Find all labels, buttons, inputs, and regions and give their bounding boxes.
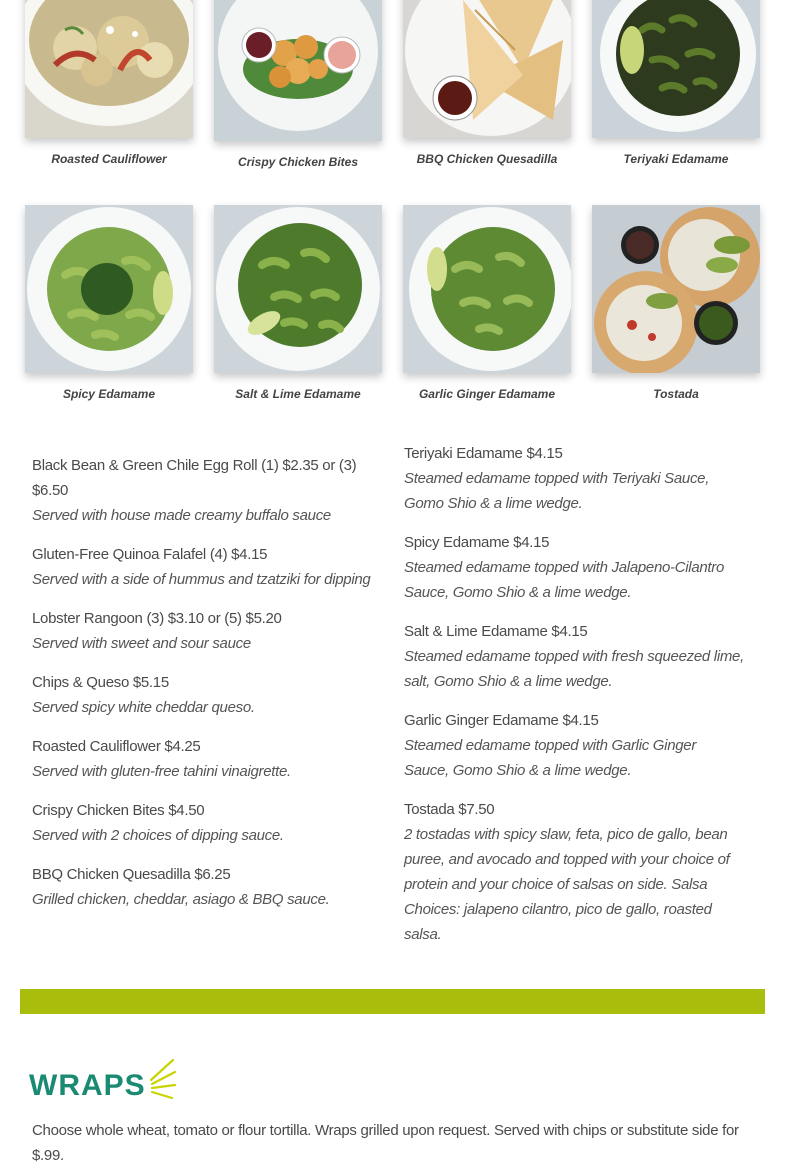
gallery-caption: Teriyaki Edamame xyxy=(623,152,729,166)
menu-item-name: Crispy Chicken Bites $4.50 xyxy=(32,802,205,819)
menu-item-name: Gluten-Free Quinoa Falafel (4) $4.15 xyxy=(32,546,268,563)
menu-column-right xyxy=(404,441,744,961)
gallery-caption: Tostada xyxy=(653,387,699,401)
menu-item xyxy=(404,441,744,516)
menu-item xyxy=(32,798,384,848)
gallery-caption: Garlic Ginger Edamame xyxy=(418,387,556,401)
tostada-photo[interactable] xyxy=(592,205,760,373)
wraps-section-title: WRAPS xyxy=(29,1069,146,1102)
gallery-caption: BBQ Chicken Quesadilla xyxy=(416,152,558,166)
menu-item-name: Salt & Lime Edamame $4.15 xyxy=(404,623,588,640)
section-divider-bar xyxy=(20,989,765,1014)
menu-item xyxy=(32,670,384,720)
menu-item-name: BBQ Chicken Quesadilla $6.25 xyxy=(32,866,231,883)
roasted-cauliflower-photo[interactable] xyxy=(25,0,193,138)
menu-item xyxy=(32,734,384,784)
menu-item-name: Garlic Ginger Edamame $4.15 xyxy=(404,712,599,729)
menu-item-name: Roasted Cauliflower $4.25 xyxy=(32,738,201,755)
menu-item-description: Served with gluten-free tahini vinaigrette. xyxy=(32,763,291,780)
gallery-caption: Spicy Edamame xyxy=(62,387,156,401)
teriyaki-edamame-photo[interactable] xyxy=(592,0,760,138)
menu-item-description: 2 tostadas with spicy slaw, feta, pico de gallo, bean puree, and avocado and topped with your choice of protein and your choice of salsas on side. Salsa Choices: jalapeno cilantro, pico de gallo, roasted salsa. xyxy=(404,826,730,943)
gallery-caption: Roasted Cauliflower xyxy=(51,152,167,166)
menu-item xyxy=(404,708,744,783)
menu-item xyxy=(32,542,384,592)
menu-item-name: Spicy Edamame $4.15 xyxy=(404,534,550,551)
menu-item-description: Served spicy white cheddar queso. xyxy=(32,699,255,716)
menu-item-name: Tostada $7.50 xyxy=(404,801,495,818)
menu-item-name: Teriyaki Edamame $4.15 xyxy=(404,445,563,462)
spicy-edamame-photo[interactable] xyxy=(25,205,193,373)
menu-item xyxy=(32,606,384,656)
menu-item-description: Grilled chicken, cheddar, asiago & BBQ sauce. xyxy=(32,891,330,908)
menu-item xyxy=(404,530,744,605)
garlic-ginger-edamame-photo[interactable] xyxy=(403,205,571,373)
menu-item xyxy=(404,797,744,947)
gallery-caption: Salt & Lime Edamame xyxy=(235,387,361,401)
wraps-section-description: Choose whole wheat, tomato or flour tortilla. Wraps grilled upon request. Served with chips or substitute side for $.99. xyxy=(32,1122,739,1164)
menu-item-name: Chips & Queso $5.15 xyxy=(32,674,169,691)
menu-item xyxy=(32,862,384,912)
menu-item xyxy=(32,453,384,528)
bbq-chicken-quesadilla-photo[interactable] xyxy=(403,0,571,138)
salt-lime-edamame-photo[interactable] xyxy=(214,205,382,373)
menu-item-description: Served with 2 choices of dipping sauce. xyxy=(32,827,284,844)
menu-item-description: Served with a side of hummus and tzatziki for dipping xyxy=(32,571,371,588)
menu-item-description: Steamed edamame topped with fresh squeezed lime, salt, Gomo Shio & a lime wedge. xyxy=(404,648,744,690)
menu-item-description: Steamed edamame topped with Garlic Ginger Sauce, Gomo Shio & a lime wedge. xyxy=(404,737,697,779)
menu-item-name: Lobster Rangoon (3) $3.10 or (5) $5.20 xyxy=(32,610,282,627)
menu-item-name: Black Bean & Green Chile Egg Roll (1) $2.35 or (3) $6.50 xyxy=(32,457,357,499)
menu-item xyxy=(404,619,744,694)
menu-item-description: Steamed edamame topped with Jalapeno-Cilantro Sauce, Gomo Shio & a lime wedge. xyxy=(404,559,725,601)
sunburst-accent-icon xyxy=(148,1058,178,1100)
menu-item-description: Served with sweet and sour sauce xyxy=(32,635,251,652)
menu-column-left xyxy=(32,453,384,926)
menu-item-description: Steamed edamame topped with Teriyaki Sauce, Gomo Shio & a lime wedge. xyxy=(404,470,710,512)
gallery-caption: Crispy Chicken Bites xyxy=(237,155,359,169)
crispy-chicken-bites-photo[interactable] xyxy=(214,0,382,141)
menu-item-description: Served with house made creamy buffalo sauce xyxy=(32,507,331,524)
